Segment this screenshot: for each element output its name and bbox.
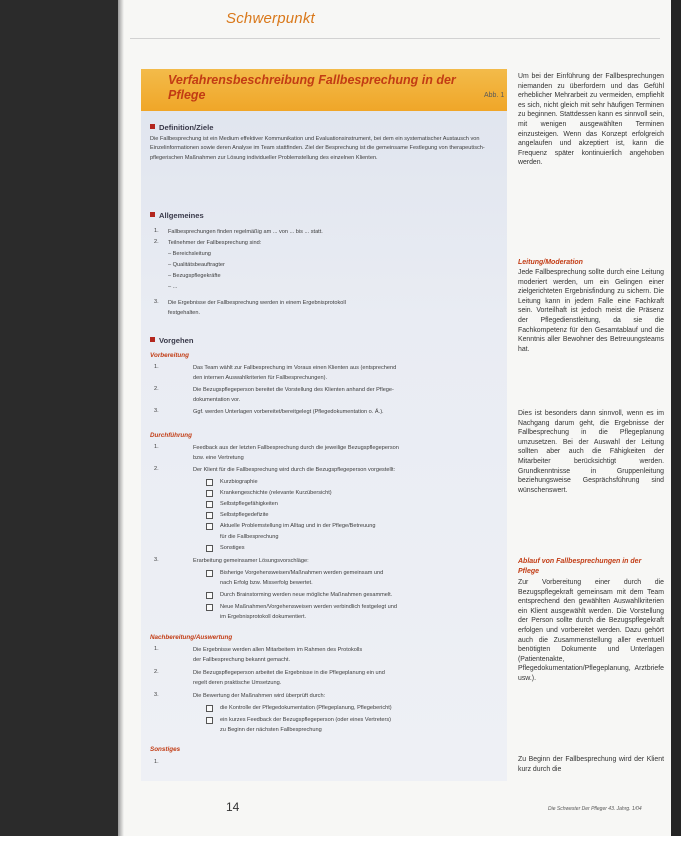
- scan-border-bottom: [0, 836, 681, 852]
- definition-heading-text: Definition/Ziele: [159, 123, 214, 132]
- list-number: 1.: [154, 646, 159, 652]
- checklist-item: Selbstpflegedefizite: [220, 512, 269, 518]
- definition-text: Die Fallbesprechung ist ein Medium effektiver Kommunikation und Evaluationsinstrument, bei dem ein systematischer Austausch von Einzelinformationen sowie deren Analyse im Team stattfinden. Ziel der Besprechung ist die gemeinsame Festlegung von therapeutisch-pflegerischen Maßnahmen zur Lösung individueller Problemstellung des einzelnen Klienten.: [150, 136, 485, 161]
- list-item-text: Ggf. werden Unterlagen vorbereitet/bereitgelegt (Pflegedokumentation o. Ä.).: [193, 409, 384, 415]
- checkbox[interactable]: [206, 717, 213, 724]
- checklist-item: Krankengeschichte (relevante Kurzübersicht): [220, 490, 332, 496]
- checkbox[interactable]: [206, 570, 213, 577]
- checkbox[interactable]: [206, 705, 213, 712]
- checklist-item: Aktuelle Problemstellung im Alltag und in der Pflege/Betreuung: [220, 523, 376, 529]
- checkbox[interactable]: [206, 490, 213, 497]
- list-item-text: den internen Auswahlkriterien für Fallbesprechungen).: [193, 375, 328, 381]
- list-item-text: der Fallbesprechung bekannt gemacht.: [193, 657, 291, 663]
- checkbox[interactable]: [206, 604, 213, 611]
- checklist-item: Bisherige Vorgehensweisen/Maßnahmen werden gemeinsam und: [220, 570, 384, 576]
- list-item-text: Die Bewertung der Maßnahmen wird überprüft durch:: [193, 693, 326, 699]
- list-subitem: – Qualitätsbeauftragter: [168, 262, 225, 268]
- list-subitem: – Bezugspflegekräfte: [168, 273, 221, 279]
- checklist-item: Neue Maßnahmen/Vorgehensweisen werden verbindlich festgelegt und: [220, 604, 397, 610]
- checkbox[interactable]: [206, 479, 213, 486]
- checklist-item: Sonstiges: [220, 545, 245, 551]
- allgemeines-heading-text: Allgemeines: [159, 211, 204, 220]
- page-gutter-shadow: [118, 0, 124, 840]
- list-item-text: festgehalten.: [168, 310, 201, 316]
- list-number: 3.: [154, 408, 159, 414]
- right-column-paragraph: Zu Beginn der Fallbesprechung wird der Klient kurz durch die: [518, 756, 664, 773]
- page-number: 14: [226, 800, 240, 814]
- square-bullet-icon: [150, 337, 155, 342]
- checkbox[interactable]: [206, 523, 213, 530]
- list-number: 3.: [154, 692, 159, 698]
- box-title: Verfahrensbeschreibung Fallbesprechung in der Pflege: [168, 73, 456, 102]
- checklist-item-continued: nach Erfolg bzw. Misserfolg bewertet.: [220, 580, 313, 586]
- list-number: 1.: [154, 364, 159, 370]
- list-number: 3.: [154, 299, 159, 305]
- list-number: 3.: [154, 557, 159, 563]
- list-item-text: Das Team wählt zur Fallbesprechung im Voraus einen Klienten aus (entsprechend: [193, 365, 397, 371]
- checklist-item: Selbstpflegefähigkeiten: [220, 501, 278, 507]
- list-subitem: – Bereichsleitung: [168, 251, 211, 257]
- checkbox[interactable]: [206, 545, 213, 552]
- square-bullet-icon: [150, 124, 155, 129]
- sonstiges-heading: Sonstiges: [150, 746, 181, 753]
- list-subitem: – ...: [168, 284, 178, 290]
- list-number: 2.: [154, 669, 159, 675]
- list-number: 2.: [154, 466, 159, 472]
- right-column-paragraph: Jede Fallbesprechung sollte durch eine Leitung moderiert werden, um ein Gelingen einer zielgerichteten Ergebnisfindung zu sichern. Die Leitung kann in jedem Falle eine Fachkraft sein. Vorteilhaft ist jedoch meist die Präsenz der Pflegedienstleitung, da sie die Fachkompetenz für den Gesamtablauf und die Kenntnis aller Bewohner des Betreuungsteams hat.: [518, 269, 664, 353]
- scan-border-right: [671, 0, 681, 852]
- list-item-text: regelt deren praktische Umsetzung.: [193, 680, 282, 686]
- checklist-item: Kurzbiographie: [220, 479, 258, 485]
- list-item-text: Der Klient für die Fallbesprechung wird durch die Bezugspflegeperson vorgestellt:: [193, 467, 396, 473]
- list-item-text: dokumentation vor.: [193, 397, 241, 403]
- list-item-text: Die Ergebnisse der Fallbesprechung werden in einem Ergebnisprotokoll: [168, 300, 346, 306]
- list-number: 2.: [154, 386, 159, 392]
- checklist-item-continued: für die Fallbesprechung: [220, 534, 279, 540]
- list-number: 2.: [154, 239, 159, 245]
- vorgehen-heading-text: Vorgehen: [159, 336, 194, 345]
- right-column-heading: Leitung/Moderation: [518, 259, 583, 266]
- right-column-heading: Ablauf von Fallbesprechungen in der Pflege: [518, 558, 642, 575]
- square-bullet-icon: [150, 212, 155, 217]
- vorbereitung-heading: Vorbereitung: [150, 352, 189, 359]
- checklist-item: ein kurzes Feedback der Bezugspflegeperson (oder eines Vertreters): [220, 717, 392, 723]
- list-item-text: Die Bezugspflegeperson bereitet die Vorstellung des Klienten anhand der Pflege-: [193, 387, 394, 393]
- header-rule: [130, 38, 660, 39]
- list-item-text: Fallbesprechungen finden regelmäßig am ... von ... bis ... statt.: [168, 229, 323, 235]
- checklist-item: die Kontrolle der Pflegedokumentation (Pflegeplanung, Pflegebericht): [220, 705, 392, 711]
- checkbox[interactable]: [206, 512, 213, 519]
- checkbox[interactable]: [206, 592, 213, 599]
- vorgehen-heading: [150, 336, 193, 345]
- right-column-paragraph: Dies ist besonders dann sinnvoll, wenn es im Nachgang darum geht, die Ergebnisse der Fallbesprechung in die Pflegeplanung umzusetzen. Bei der Auswahl der Leitung sollten aber auch die Fähigkeiten der Mitarbeiter berücksichtigt werden. Grundkenntnisse in Gruppenleitung beziehungsweise Gesprächsführung sind wünschenswert.: [518, 410, 664, 494]
- durchfuehrung-heading: Durchführung: [150, 432, 192, 439]
- nachbereitung-heading: Nachbereitung/Auswertung: [150, 634, 233, 641]
- checklist-item-continued: zu Beginn der nächsten Fallbesprechung: [220, 727, 322, 733]
- list-item-text: Die Ergebnisse werden allen Mitarbeitern im Rahmen des Protokolls: [193, 647, 363, 653]
- allgemeines-heading: [150, 211, 204, 220]
- journal-footer: Die Schwester Der Pfleger 43. Jahrg. 1/04: [548, 806, 642, 812]
- list-item-text: Die Bezugspflegeperson arbeitet die Ergebnisse in die Pflegeplanung ein und: [193, 670, 385, 676]
- definition-heading: [150, 123, 213, 132]
- checkbox[interactable]: [206, 501, 213, 508]
- list-number: 1.: [154, 444, 159, 450]
- checklist-item: Durch Brainstorming werden neue mögliche Maßnahmen gesammelt.: [220, 592, 393, 598]
- list-number: 1.: [154, 228, 159, 234]
- list-item-text: Feedback aus der letzten Fallbesprechung durch die jeweilige Bezugspflegeperson: [193, 445, 399, 451]
- right-column-paragraph: Zur Vorbereitung einer durch die Bezugspflegekraft gemeinsam mit dem Team entsprechend den gewählten Auswahlkriterien ein Klient ausgewählt werden. Die Vorstellung der Person sollte durch die Bezugspflegekraft erfolgen und vorbereitet werden. Dazu gehört auch die Zusammenstellung aller eventuell benötigten Dokumente und Unterlagen (Patientenakte, Pflegedokumentation/Pflegeplanung, Arztbriefe usw.).: [518, 579, 664, 682]
- list-item-text: Teilnehmer der Fallbesprechung sind:: [168, 240, 262, 246]
- list-item-text: bzw. eine Vertretung: [193, 455, 244, 461]
- checklist-item-continued: im Ergebnisprotokoll dokumentiert.: [220, 614, 307, 620]
- section-label: Schwerpunkt: [226, 10, 315, 27]
- list-number: 1.: [154, 759, 159, 765]
- list-item-text: Erarbeitung gemeinsamer Lösungsvorschläge:: [193, 558, 309, 564]
- figure-label: Abb. 1: [484, 92, 505, 99]
- right-column-paragraph: Um bei der Einführung der Fallbesprechungen niemanden zu überfordern und das Gefühl erheblicher Mehrarbeit zu vermeiden, empfiehlt es sich, nicht gleich mit sehr häufigen Terminen zu beginnen. Stattdessen kann es sinnvoll sein, mit wenigen ausgewählten Terminen einzusteigen. Wenn das Konzept erfolgreich angelaufen und akzeptiert ist, kann die Frequenz später kontinuierlich angehoben werden.: [518, 73, 664, 167]
- scan-border-left: [0, 0, 118, 852]
